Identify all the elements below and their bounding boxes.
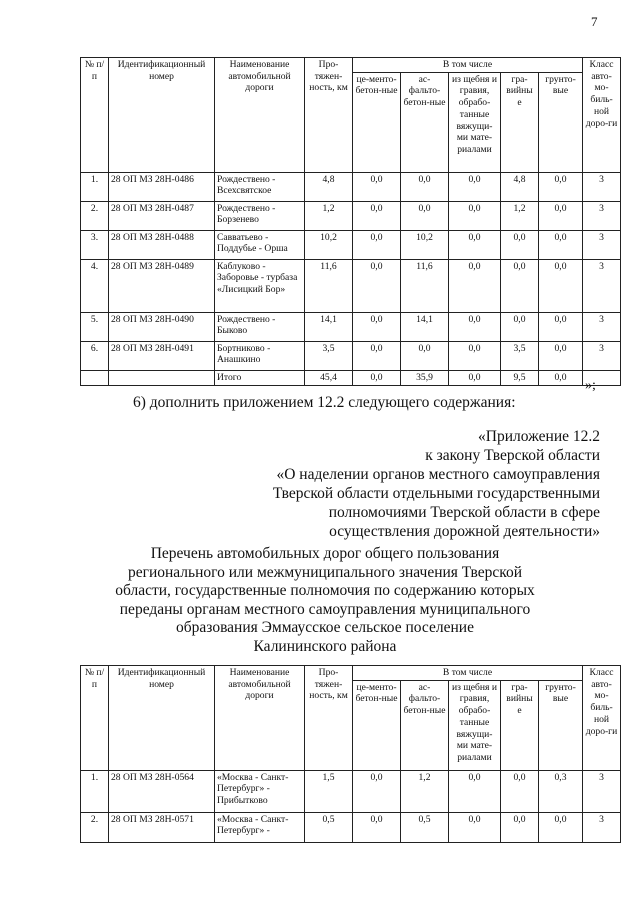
- row-class: 3: [583, 172, 621, 201]
- list-title: [90, 545, 560, 657]
- row-gravel-treated: 0,0: [449, 172, 501, 201]
- row-name: Рождествено - Борзенево: [215, 201, 305, 230]
- appendix-line: осуществления дорожной деятельности»: [329, 523, 600, 540]
- row-gravel: 3,5: [501, 341, 539, 370]
- table-row: [81, 230, 621, 259]
- row-length: 14,1: [305, 312, 353, 341]
- list-title-line: переданы органам местного самоуправления муниципального: [119, 600, 531, 618]
- header-id: Идентификационный номер: [109, 666, 215, 771]
- row-class: 3: [583, 312, 621, 341]
- row-dirt: 0,0: [539, 172, 583, 201]
- row-cement: 0,0: [353, 312, 401, 341]
- row-gravel: 0,0: [501, 770, 539, 812]
- header-class: Класс авто-мо-биль-ной доро-ги: [583, 666, 621, 771]
- table-row: [81, 770, 621, 812]
- header-length: Про-тяжен-ность, км: [305, 58, 353, 173]
- row-cement: 0,0: [353, 812, 401, 842]
- table-row: [81, 341, 621, 370]
- row-gravel-treated: 0,0: [449, 201, 501, 230]
- list-title-line: Калининского района: [253, 637, 397, 655]
- row-dirt: 0,0: [539, 341, 583, 370]
- row-cement: 0,0: [353, 341, 401, 370]
- row-name: Рождествено - Всехсвятское: [215, 172, 305, 201]
- header-no: № п/п: [81, 58, 109, 173]
- row-cement: 0,0: [353, 230, 401, 259]
- row-id: 28 ОП МЗ 28Н-0571: [109, 812, 215, 842]
- appendix-line: к закону Тверской области: [425, 447, 600, 464]
- header-gravel-treated: из щебня и гравия, обрабо-танные вяжущи-ми мате-риалами: [449, 72, 501, 172]
- appendix-heading: [220, 427, 600, 541]
- row-id: 28 ОП МЗ 28Н-0487: [109, 201, 215, 230]
- table-row: [81, 259, 621, 312]
- row-class: 3: [583, 259, 621, 312]
- list-title-line: Перечень автомобильных дорог общего пользования: [150, 545, 500, 562]
- row-cement: 0,0: [353, 172, 401, 201]
- row-gravel-treated: 0,0: [449, 812, 501, 842]
- list-title-line: образования Эммаусское сельское поселение: [176, 619, 474, 637]
- row-id: 28 ОП МЗ 28Н-0564: [109, 770, 215, 812]
- closing-quote: »;: [585, 378, 596, 393]
- header-name: Наименование автомобильной дороги: [215, 58, 305, 173]
- row-length: 1,2: [305, 201, 353, 230]
- page-number: 7: [591, 14, 598, 29]
- row-class: 3: [583, 201, 621, 230]
- row-name: Каблуково - Заборовье - турбаза «Лисицкий Бор»: [215, 259, 305, 312]
- row-no: 4.: [81, 259, 109, 312]
- row-asphalt: 1,2: [401, 770, 449, 812]
- row-no: 6.: [81, 341, 109, 370]
- header-including: В том числе: [353, 58, 583, 73]
- total-gravel: 9,5: [501, 370, 539, 385]
- row-dirt: 0,0: [539, 259, 583, 312]
- row-gravel: 4,8: [501, 172, 539, 201]
- row-class: 3: [583, 812, 621, 842]
- row-name: «Москва - Санкт-Петербург» - Прибытково: [215, 770, 305, 812]
- row-gravel: 0,0: [501, 812, 539, 842]
- row-name: «Москва - Санкт-Петербург» -: [215, 812, 305, 842]
- row-dirt: 0,0: [539, 201, 583, 230]
- header-gravel-treated: из щебня и гравия, обрабо-танные вяжущи-ми мате-риалами: [449, 680, 501, 770]
- header-gravel: гра-вийны е: [501, 680, 539, 770]
- row-length: 0,5: [305, 812, 353, 842]
- row-name: Рождествено - Быково: [215, 312, 305, 341]
- row-length: 10,2: [305, 230, 353, 259]
- row-name: Бортниково - Анашкино: [215, 341, 305, 370]
- row-gravel: 0,0: [501, 230, 539, 259]
- list-title-line: области, государственные полномочия по содержанию которых: [115, 582, 535, 600]
- row-gravel: 0,0: [501, 312, 539, 341]
- table-row: [81, 201, 621, 230]
- row-id: 28 ОП МЗ 28Н-0490: [109, 312, 215, 341]
- table-row: [81, 812, 621, 842]
- row-no: 5.: [81, 312, 109, 341]
- row-asphalt: 0,0: [401, 172, 449, 201]
- row-length: 11,6: [305, 259, 353, 312]
- row-length: 1,5: [305, 770, 353, 812]
- row-id: 28 ОП МЗ 28Н-0491: [109, 341, 215, 370]
- header-gravel: гра-вийны е: [501, 72, 539, 172]
- row-length: 3,5: [305, 341, 353, 370]
- row-no: 2.: [81, 201, 109, 230]
- row-gravel-treated: 0,0: [449, 259, 501, 312]
- row-name: Савватьево - Поддубье - Орша: [215, 230, 305, 259]
- paragraph-6: 6) дополнить приложением 12.2 следующего содержания:: [133, 394, 516, 411]
- row-asphalt: 0,0: [401, 201, 449, 230]
- row-cement: 0,0: [353, 201, 401, 230]
- appendix-line: «Приложение 12.2: [478, 428, 600, 445]
- header-no: № п/п: [81, 666, 109, 771]
- header-name: Наименование автомобильной дороги: [215, 666, 305, 771]
- row-dirt: 0,0: [539, 230, 583, 259]
- total-empty-no: [81, 370, 109, 385]
- row-class: 3: [583, 230, 621, 259]
- row-id: 28 ОП МЗ 28Н-0489: [109, 259, 215, 312]
- header-class: Класс авто-мо-биль-ной доро-ги: [583, 58, 621, 173]
- table-row: [81, 312, 621, 341]
- row-gravel: 0,0: [501, 259, 539, 312]
- total-label: Итого: [215, 370, 305, 385]
- header-length: Про-тяжен-ность, км: [305, 666, 353, 771]
- total-cement: 0,0: [353, 370, 401, 385]
- row-no: 2.: [81, 812, 109, 842]
- header-cement: це-менто-бетон-ные: [353, 72, 401, 172]
- total-empty-id: [109, 370, 215, 385]
- row-gravel-treated: 0,0: [449, 770, 501, 812]
- header-including: В том числе: [353, 666, 583, 681]
- header-asphalt: ас-фальто-бетон-ные: [401, 72, 449, 172]
- appendix-line: Тверской области отдельными государственными: [272, 485, 600, 502]
- row-asphalt: 0,5: [401, 812, 449, 842]
- header-dirt: грунто-вые: [539, 680, 583, 770]
- list-title-line: регионального или межмуниципального значения Тверской: [127, 563, 523, 581]
- row-gravel-treated: 0,0: [449, 312, 501, 341]
- appendix-line: «О наделении органов местного самоуправления: [276, 466, 600, 483]
- row-no: 1.: [81, 172, 109, 201]
- row-id: 28 ОП МЗ 28Н-0488: [109, 230, 215, 259]
- row-gravel: 1,2: [501, 201, 539, 230]
- row-asphalt: 0,0: [401, 341, 449, 370]
- row-dirt: 0,0: [539, 812, 583, 842]
- row-no: 1.: [81, 770, 109, 812]
- appendix-line: полномочиями Тверской области в сфере: [328, 504, 600, 521]
- table-row: [81, 172, 621, 201]
- row-cement: 0,0: [353, 259, 401, 312]
- row-dirt: 0,0: [539, 312, 583, 341]
- row-asphalt: 11,6: [401, 259, 449, 312]
- row-gravel-treated: 0,0: [449, 341, 501, 370]
- header-asphalt: ас-фальто-бетон-ные: [401, 680, 449, 770]
- total-dirt: 0,0: [539, 370, 583, 385]
- row-length: 4,8: [305, 172, 353, 201]
- total-gravel-treated: 0,0: [449, 370, 501, 385]
- row-asphalt: 14,1: [401, 312, 449, 341]
- roads-table-2: [80, 665, 621, 843]
- row-cement: 0,0: [353, 770, 401, 812]
- row-asphalt: 10,2: [401, 230, 449, 259]
- header-id: Идентификационный номер: [109, 58, 215, 173]
- row-dirt: 0,3: [539, 770, 583, 812]
- row-no: 3.: [81, 230, 109, 259]
- row-id: 28 ОП МЗ 28Н-0486: [109, 172, 215, 201]
- total-row: [81, 370, 621, 385]
- row-class: 3: [583, 770, 621, 812]
- header-cement: це-менто-бетон-ные: [353, 680, 401, 770]
- roads-table-1: [80, 57, 621, 386]
- total-asphalt: 35,9: [401, 370, 449, 385]
- row-class: 3: [583, 341, 621, 370]
- total-length: 45,4: [305, 370, 353, 385]
- header-dirt: грунто-вые: [539, 72, 583, 172]
- row-gravel-treated: 0,0: [449, 230, 501, 259]
